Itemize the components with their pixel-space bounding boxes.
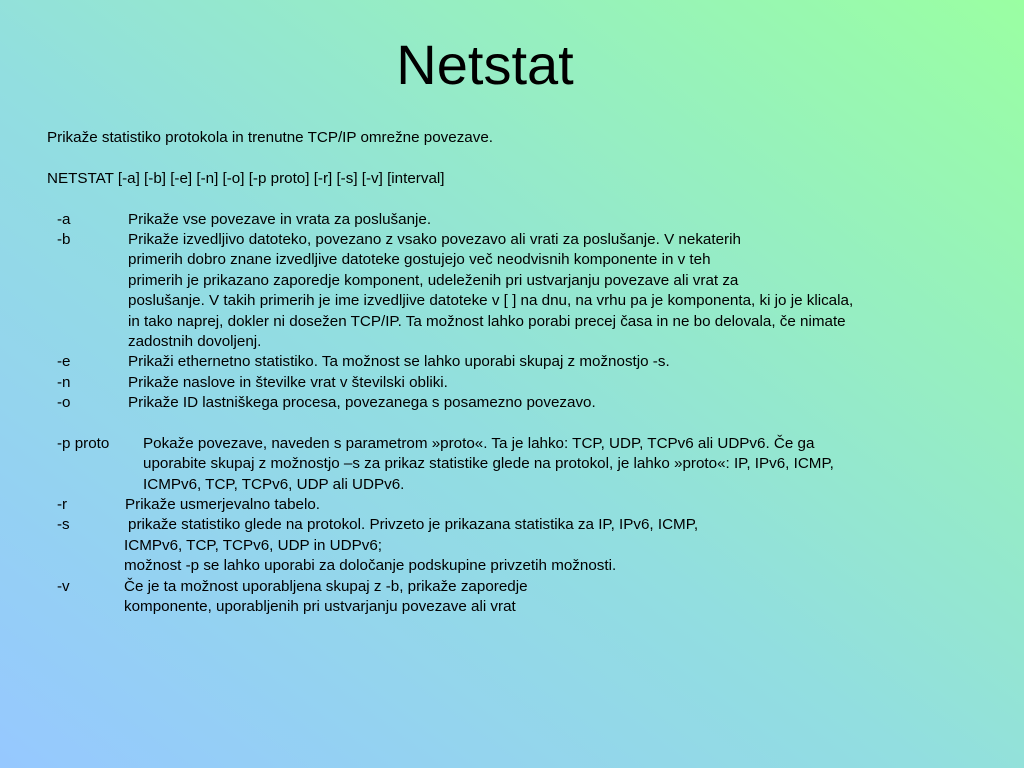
option-description: ICMPv6, TCP, TCPv6, UDP ali UDPv6. (143, 475, 405, 493)
slide-body (47, 128, 1007, 617)
option-flag: -a (57, 210, 71, 228)
option-description: Prikaže naslove in številke vrat v številski obliki. (128, 373, 448, 391)
option-description: primerih dobro znane izvedljive datoteke gostujejo več neodvisnih komponente in v teh (128, 251, 711, 269)
option-description: Če je ta možnost uporabljena skupaj z -b, prikaže zaporedje (124, 577, 528, 595)
option-flag: -e (57, 353, 71, 371)
option-description: Prikaže ID lastniškega procesa, povezanega s posamezno povezavo. (128, 394, 596, 412)
option-description: ICMPv6, TCP, TCPv6, UDP in UDPv6; (124, 536, 382, 554)
option-description: zadostnih dovoljenj. (128, 332, 262, 350)
option-description: uporabite skupaj z možnostjo –s za prikaz statistike glede na protokol, je lahko »proto«: IP, IPv6, ICMP, (143, 455, 834, 473)
intro-text: Prikaže statistiko protokola in trenutne TCP/IP omrežne povezave. (47, 129, 494, 146)
option-description: Prikaže izvedljivo datoteko, povezano z vsako povezavo ali vrati za poslušanje. V nekaterih (128, 230, 741, 248)
option-description: primerih je prikazano zaporedje komponent, udeleženih pri ustvarjanju povezave ali vrat za (128, 271, 739, 289)
option-r (47, 495, 1007, 515)
option-description: in tako naprej, dokler ni dosežen TCP/IP. Ta možnost lahko porabi precej časa in ne bo delovala, če nimate (128, 312, 846, 330)
option-flag: -n (57, 373, 71, 391)
syntax-line: NETSTAT [-a] [-b] [-e] [-n] [-o] [-p proto] [-r] [-s] [-v] [interval] (47, 169, 445, 187)
option-description: prikaže statistiko glede na protokol. Privzeto je prikazana statistika za IP, IPv6, ICMP, (128, 516, 699, 534)
option-v (47, 577, 1007, 597)
option-description: Prikaže vse povezave in vrata za poslušanje. (128, 210, 432, 228)
option-description: Prikaže usmerjevalno tabelo. (125, 496, 321, 514)
option-description: Pokaže povezave, naveden s parametrom »proto«. Ta je lahko: TCP, UDP, TCPv6 ali UDPv6. Če ga (143, 434, 815, 452)
option-e (47, 352, 1007, 372)
option-flag: -b (57, 230, 71, 248)
option-p (47, 434, 1007, 454)
option-flag: -o (57, 394, 71, 412)
option-o (47, 393, 1007, 413)
option-flag: -s (57, 516, 70, 534)
option-s (47, 515, 1007, 535)
option-n (47, 373, 1007, 393)
option-flag: -v (57, 577, 70, 595)
slide-title: Netstat (396, 33, 574, 96)
option-flag: -p proto (57, 434, 110, 452)
option-flag: -r (57, 496, 68, 514)
option-a (47, 210, 1007, 230)
option-description: Prikaži ethernetno statistiko. Ta možnost se lahko uporabi skupaj z možnostjo -s. (128, 353, 670, 371)
option-description: komponente, uporabljenih pri ustvarjanju povezave ali vrat (124, 597, 516, 615)
option-b (47, 230, 1007, 250)
option-description: možnost -p se lahko uporabi za določanje podskupine privzetih možnosti. (124, 557, 617, 575)
option-description: poslušanje. V takih primerih je ime izvedljive datoteke v [ ] na dnu, na vrhu pa je komponenta, ki jo je klicala, (128, 292, 854, 310)
